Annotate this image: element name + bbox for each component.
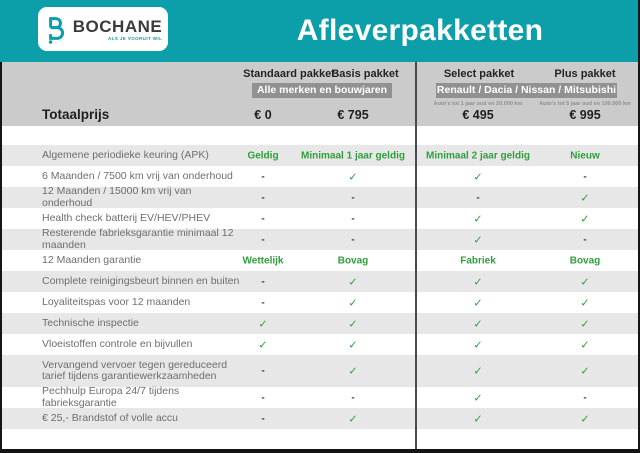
check-icon: ✓	[580, 192, 590, 204]
check-icon: ✓	[348, 365, 358, 378]
check-icon: ✓	[258, 339, 268, 351]
check-icon: ✓	[580, 297, 590, 309]
check-icon: ✓	[473, 213, 483, 225]
dash-mark: -	[351, 192, 355, 203]
check-icon: ✓	[473, 365, 483, 378]
dash-mark: -	[351, 392, 355, 403]
price-basis: € 795	[337, 108, 369, 122]
dash-mark: -	[476, 192, 480, 203]
check-icon: ✓	[580, 213, 590, 225]
value-text: Geldig	[247, 150, 279, 161]
column-basis-pakket: Basis pakket	[331, 68, 399, 80]
check-icon: ✓	[348, 413, 358, 425]
table-row	[0, 387, 640, 408]
price-select: € 495	[462, 108, 494, 122]
table-row	[0, 292, 640, 313]
table-row	[0, 187, 640, 208]
value-text: Minimaal 2 jaar geldig	[426, 150, 530, 161]
feature-label: Algemene periodieke keuring (APK)	[42, 148, 209, 161]
dash-mark: -	[261, 365, 265, 377]
value-text: Bovag	[569, 255, 601, 266]
page-header	[0, 0, 640, 62]
table-row	[0, 250, 640, 271]
check-icon: ✓	[473, 276, 483, 288]
value-text: Fabriek	[460, 255, 496, 266]
brand-name: BOCHANE	[72, 16, 163, 36]
check-icon: ✓	[580, 276, 590, 288]
check-icon: ✓	[348, 318, 358, 330]
page-title: Afleverpakketten	[296, 14, 544, 47]
page-border-bottom	[0, 449, 640, 453]
dash-mark: -	[351, 213, 355, 224]
column-plus-pakket: Plus pakket	[554, 68, 616, 80]
check-icon: ✓	[348, 276, 358, 288]
price-standaard: € 0	[254, 108, 272, 122]
column-standaard-pakket: Standaard pakket	[243, 68, 335, 80]
check-icon: ✓	[473, 171, 483, 183]
total-price-label: Totaalprijs	[42, 107, 110, 122]
check-icon: ✓	[580, 318, 590, 330]
dash-mark: -	[583, 234, 587, 245]
column-group-divider	[415, 62, 417, 449]
check-icon: ✓	[473, 234, 483, 246]
check-icon: ✓	[473, 392, 483, 404]
table-row	[0, 229, 640, 250]
check-icon: ✓	[258, 318, 268, 330]
column-note-select: Auto's tot 1 jaar oud en 20.000 km	[433, 101, 523, 107]
group-badge-merken-lijst: Renault / Dacia / Nissan / Mitsubishi	[436, 84, 617, 96]
table-row	[0, 208, 640, 229]
brand-tagline: ALS JE VOORUIT WIL	[108, 35, 163, 41]
dash-mark: -	[261, 213, 265, 224]
table-row	[0, 313, 640, 334]
dash-mark: -	[583, 392, 587, 403]
feature-label: Loyaliteitspas voor 12 maanden	[42, 295, 191, 308]
check-icon: ✓	[473, 339, 483, 351]
bochane-logomark-icon	[44, 15, 68, 45]
price-plus: € 995	[569, 108, 601, 122]
value-text: Bovag	[337, 255, 369, 266]
dash-mark: -	[351, 234, 355, 245]
dash-mark: -	[261, 297, 265, 308]
check-icon: ✓	[580, 339, 590, 351]
value-text: Wettelijk	[242, 255, 284, 266]
logo-text	[73, 18, 162, 41]
value-text: Nieuw	[570, 150, 600, 161]
page-border-left	[0, 62, 2, 453]
feature-label: Technische inspectie	[42, 316, 139, 329]
group-badge-alle-merken: Alle merken en bouwjaren	[252, 83, 392, 98]
bochane-logo	[38, 7, 168, 51]
dash-mark: -	[583, 171, 587, 182]
feature-label: Health check batterij EV/HEV/PHEV	[42, 211, 211, 224]
feature-label: € 25,- Brandstof of volle accu	[42, 411, 178, 424]
column-header-band	[0, 62, 640, 126]
dash-mark: -	[261, 392, 265, 403]
dash-mark: -	[261, 171, 265, 182]
column-select-pakket: Select pakket	[443, 68, 515, 80]
check-icon: ✓	[348, 339, 358, 351]
feature-label: Vloeistoffen controle en bijvullen	[42, 337, 193, 350]
check-icon: ✓	[580, 365, 590, 378]
feature-label: 12 Maanden / 15000 km vrij van onderhoud	[42, 185, 192, 209]
feature-label: 6 Maanden / 7500 km vrij van onderhoud	[42, 169, 233, 182]
table-row	[0, 166, 640, 187]
feature-label: Resterende fabrieksgarantie minimaal 12 maanden	[42, 227, 234, 251]
table-row	[0, 355, 640, 387]
feature-rows	[0, 145, 640, 429]
feature-label: Complete reinigingsbeurt binnen en buiten	[42, 274, 240, 287]
feature-label: Pechhulp Europa 24/7 tijdens fabrieksgarantie	[42, 385, 180, 409]
check-icon: ✓	[348, 171, 358, 183]
check-icon: ✓	[348, 297, 358, 309]
feature-label: 12 Maanden garantie	[42, 253, 142, 266]
dash-mark: -	[261, 192, 265, 203]
dash-mark: -	[261, 276, 265, 287]
table-row	[0, 334, 640, 355]
table-row	[0, 271, 640, 292]
dash-mark: -	[261, 234, 265, 245]
check-icon: ✓	[473, 318, 483, 330]
check-icon: ✓	[473, 297, 483, 309]
dash-mark: -	[261, 413, 265, 424]
table-row	[0, 145, 640, 166]
check-icon: ✓	[580, 413, 590, 425]
feature-label: Vervangend vervoer tegen gereduceerd tarief tijdens garantiewerkzaamheden	[42, 358, 228, 382]
value-text: Minimaal 1 jaar geldig	[301, 150, 405, 161]
column-note-plus: Auto's tot 5 jaar oud en 100.000 km	[539, 101, 631, 107]
check-icon: ✓	[473, 413, 483, 425]
table-row	[0, 408, 640, 429]
